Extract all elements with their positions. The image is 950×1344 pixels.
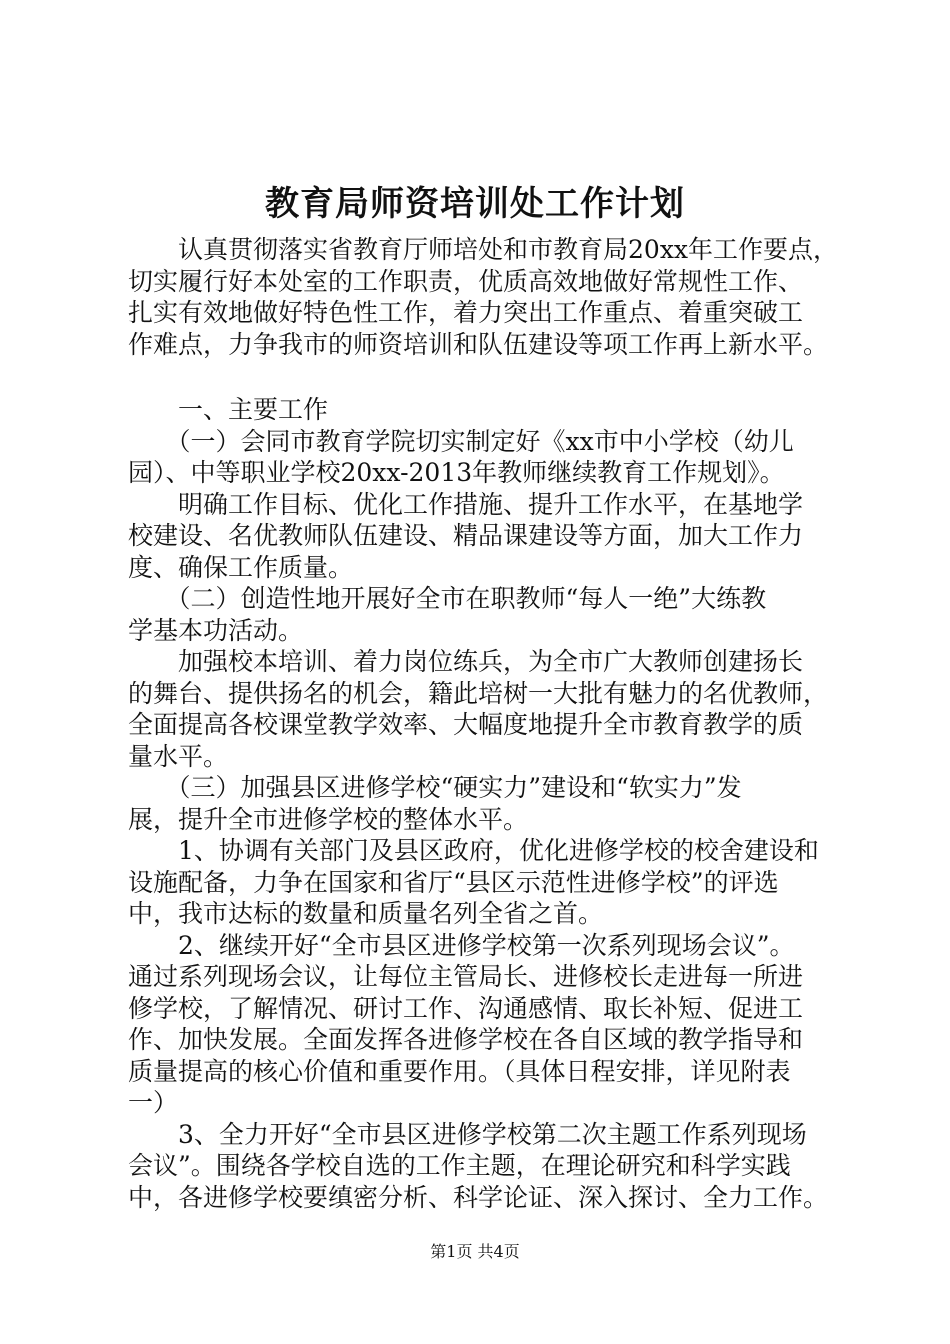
section-heading: 一、主要工作	[128, 395, 329, 424]
document-body	[128, 234, 842, 1213]
body-line: 明确工作目标、优化工作措施、提升工作水平，在基地学	[128, 489, 804, 519]
body-line: （三）加强县区进修学校“硬实力”建设和“软实力”发	[128, 773, 742, 802]
body-line: 认真贯彻落实省教育厅师培处和市教育局20xx年工作要点，	[128, 235, 839, 264]
body-line: 会议”。围绕各学校自选的工作主题，在理论研究和科学实践	[128, 1151, 791, 1180]
body-line: 学基本功活动。	[128, 615, 304, 645]
body-line: 展，提升全市进修学校的整体水平。	[128, 804, 529, 834]
body-line: 量水平。	[128, 741, 229, 771]
body-line: 设施配备，力争在国家和省厅“县区示范性进修学校”的评选	[128, 867, 779, 897]
body-line: 切实履行好本处室的工作职责，优质高效地做好常规性工作、	[128, 266, 804, 296]
page-footer: 第1页 共4页	[430, 1242, 520, 1261]
body-line: （二）创造性地开展好全市在职教师“每人一绝”大练教	[128, 584, 767, 613]
body-line: 的舞台、提供扬名的机会，籍此培树一大批有魅力的名优教师，	[128, 678, 829, 708]
body-line: 作难点，力争我市的师资培训和队伍建设等项工作再上新水平。	[128, 329, 829, 359]
body-line: 全面提高各校课堂教学效率、大幅度地提升全市教育教学的质	[128, 710, 804, 739]
body-line: 中，我市达标的数量和质量名列全省之首。	[128, 899, 604, 928]
body-line: 加强校本培训、着力岗位练兵，为全市广大教师创建扬长	[128, 647, 804, 676]
body-line: 1、协调有关部门及县区政府，优化进修学校的校舍建设和	[128, 836, 819, 865]
body-line: 校建设、名优教师队伍建设、精品课建设等方面，加大工作力	[128, 521, 804, 550]
document-title: 教育局师资培训处工作计划	[265, 184, 685, 224]
body-line: 园）、中等职业学校20xx-2013年教师继续教育工作规划》。	[128, 458, 785, 487]
body-line: 扎实有效地做好特色性工作，着力突出工作重点、着重突破工	[128, 298, 804, 327]
body-line: 修学校，了解情况、研讨工作、沟通感情、取长补短、促进工	[128, 993, 804, 1023]
body-line: 中，各进修学校要缜密分析、科学论证、深入探讨、全力工作。	[128, 1182, 829, 1212]
body-line: 2、继续开好“全市县区进修学校第一次系列现场会议”。	[128, 930, 795, 960]
body-line: 通过系列现场会议，让每位主管局长、进修校长走进每一所进	[128, 962, 804, 991]
paragraph-gap	[128, 360, 842, 394]
body-line: 度、确保工作质量。	[128, 552, 354, 582]
body-line: 一）	[128, 1088, 179, 1117]
body-line: 质量提高的核心价值和重要作用。（具体日程安排，详见附表	[128, 1056, 791, 1086]
body-line: （一）会同市教育学院切实制定好《xx市中小学校（幼儿	[128, 426, 794, 456]
body-line: 作、加快发展。全面发挥各进修学校在各自区域的教学指导和	[128, 1025, 804, 1054]
body-line: 3、全力开好“全市县区进修学校第二次主题工作系列现场	[128, 1119, 807, 1149]
